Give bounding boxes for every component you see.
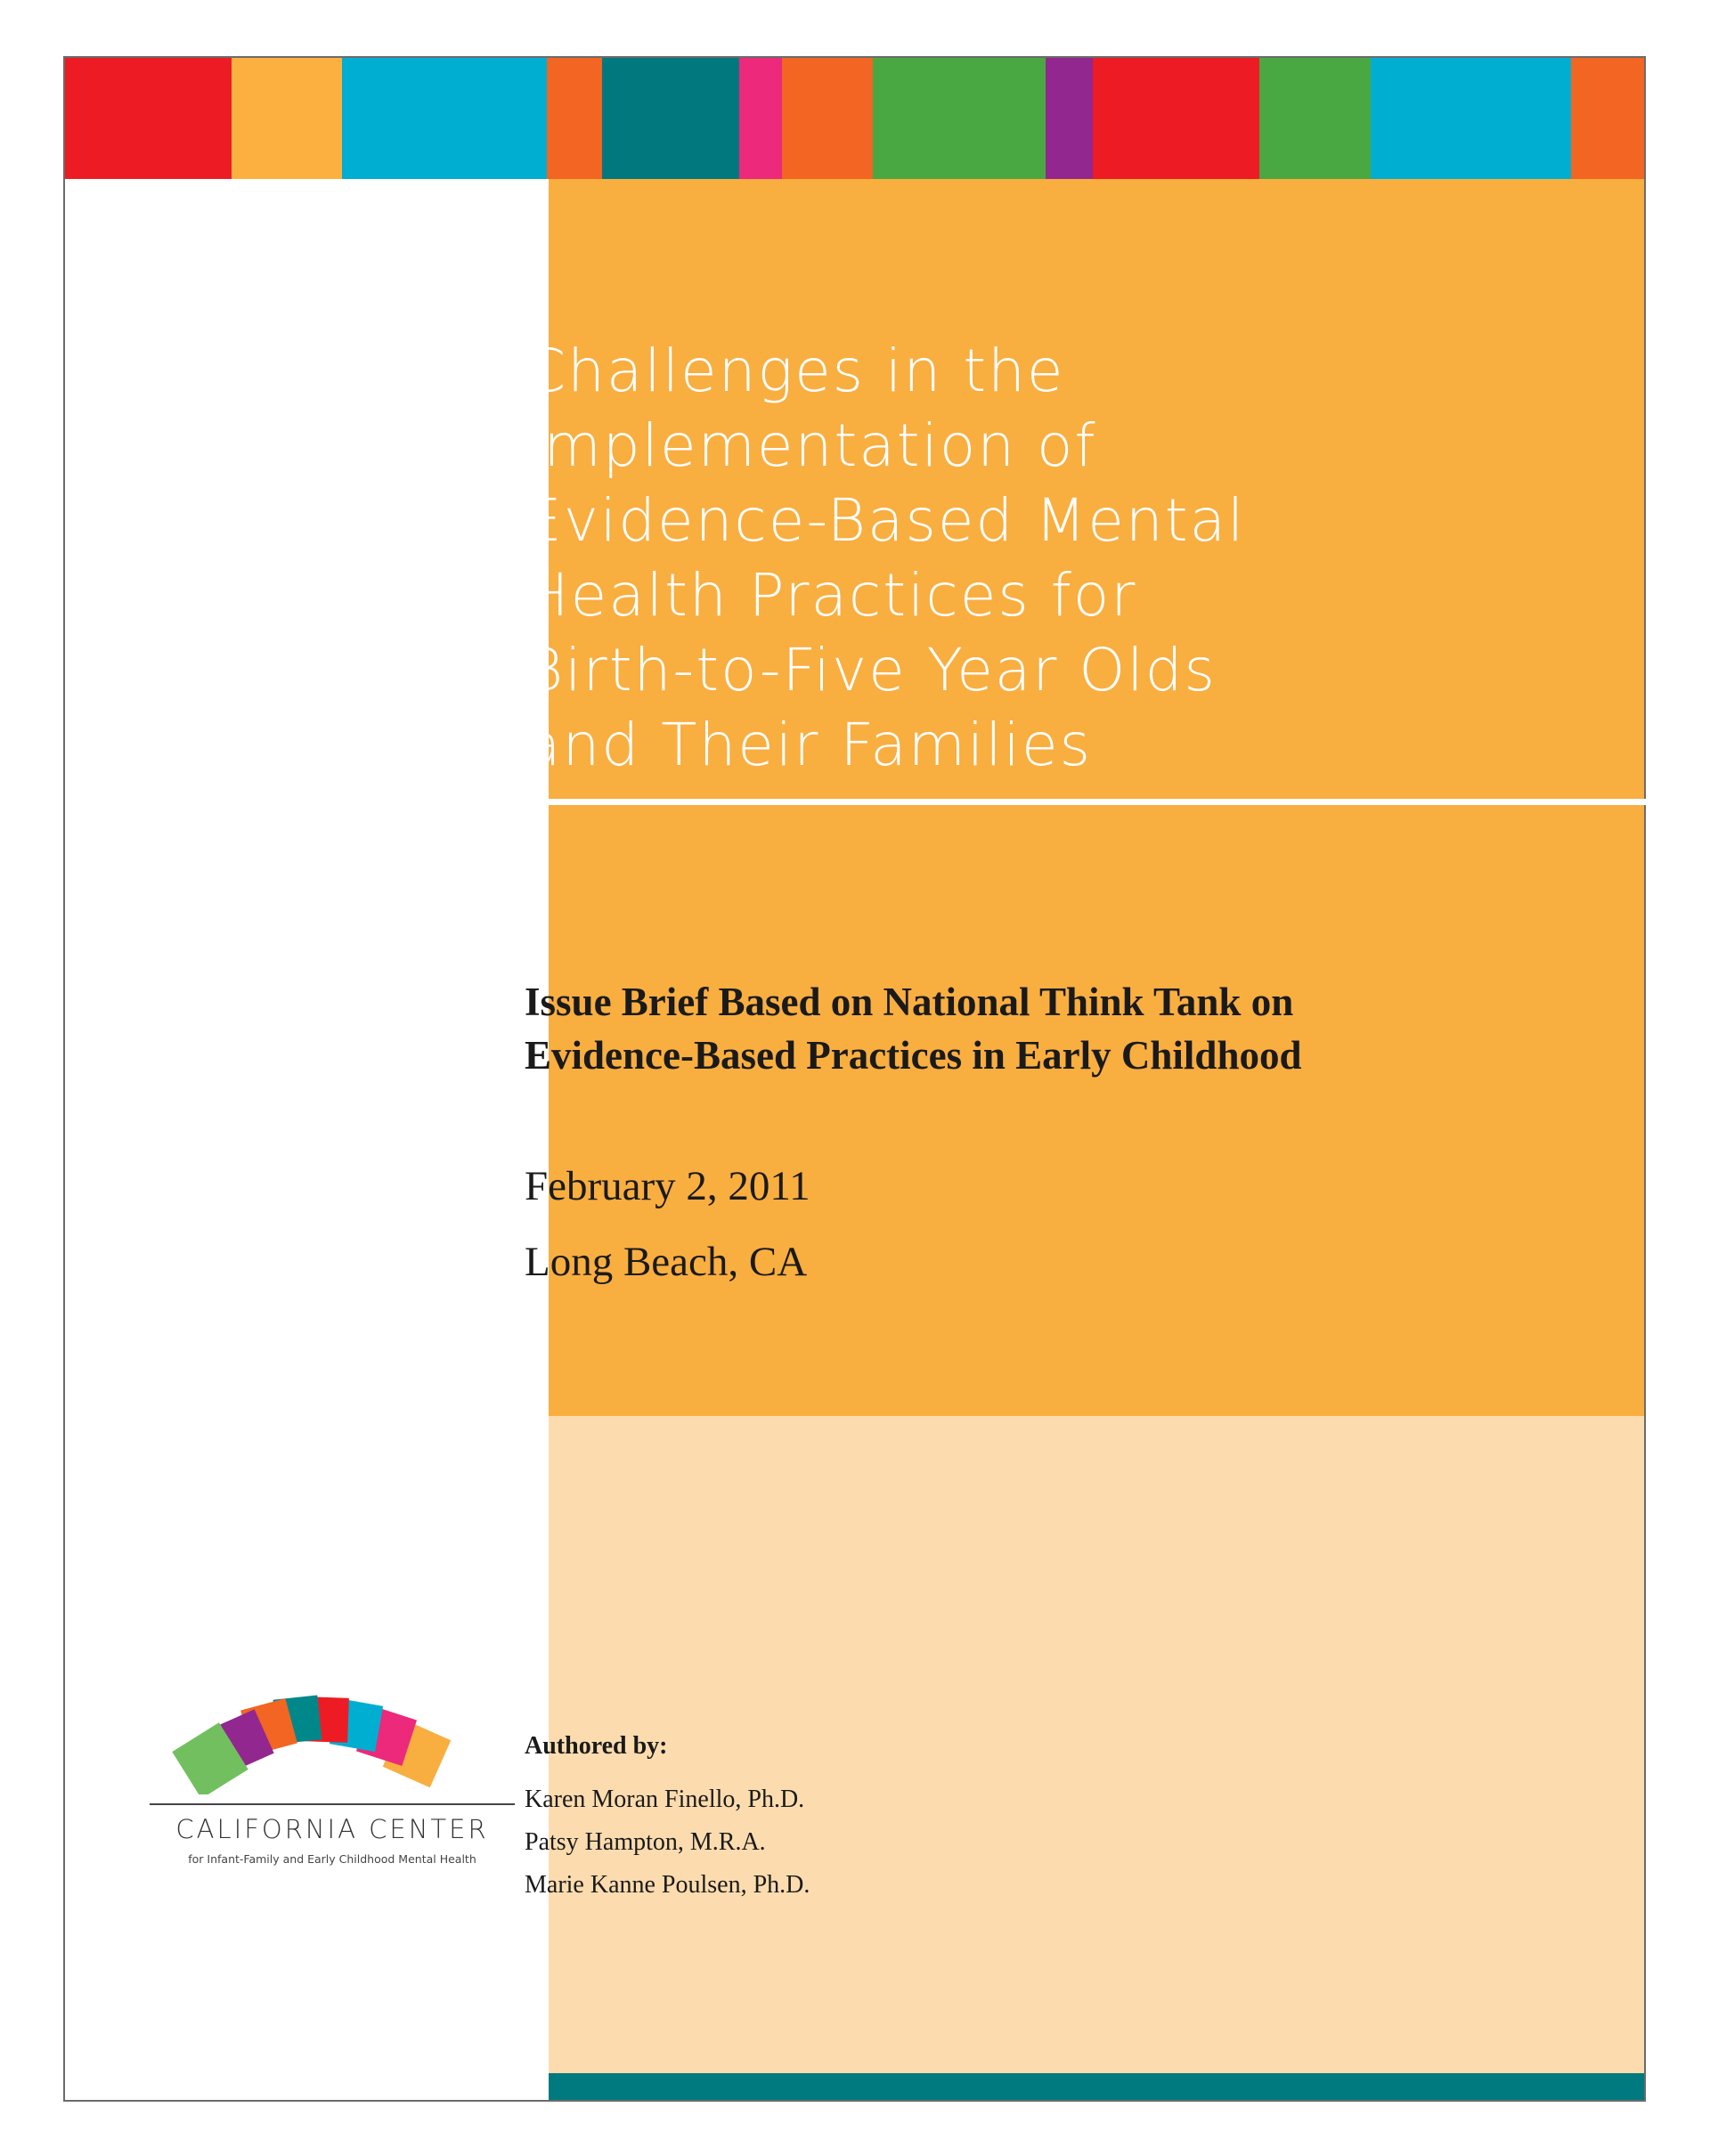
header-stripe-block: [782, 58, 873, 179]
title-line: Implementation of: [525, 411, 1097, 480]
header-stripe-block: [1571, 58, 1644, 179]
logo-arc-tiles: [150, 1661, 515, 1794]
author-name: Marie Kanne Poulsen, Ph.D.: [525, 1871, 810, 1899]
author-name: Patsy Hampton, M.R.A.: [525, 1828, 766, 1856]
title-line: Birth-to-Five Year Olds: [525, 636, 1217, 704]
header-stripe-block: [1046, 58, 1094, 179]
header-stripe-block: [602, 58, 740, 179]
author-list: [525, 1778, 810, 1907]
header-stripe-block: [232, 58, 343, 179]
logo-divider: [150, 1803, 515, 1805]
title-line: Evidence-Based Mental: [525, 486, 1246, 555]
header-stripe-block: [1259, 58, 1371, 179]
header-stripe-block: [1371, 58, 1571, 179]
footer-teal-bar: [549, 2073, 1644, 2100]
title-line: and Their Families: [525, 711, 1092, 779]
header-stripe-block: [65, 58, 232, 179]
header-stripe-block: [342, 58, 546, 179]
logo-tagline: for Infant-Family and Early Childhood Mental Health: [188, 1852, 476, 1866]
header-stripe-block: [739, 58, 782, 179]
title-divider: [525, 799, 1710, 805]
document-title: [525, 334, 1549, 783]
event-date: February 2, 2011: [525, 1163, 810, 1209]
authors-panel: [549, 1416, 1644, 2073]
authored-by-label: Authored by:: [525, 1732, 668, 1760]
title-line: Health Practices for: [525, 561, 1137, 630]
subtitle-line: Issue Brief Based on National Think Tank on: [525, 980, 1294, 1024]
document-subtitle: [525, 975, 1549, 1082]
subtitle-line: Evidence-Based Practices in Early Childhood: [525, 1033, 1302, 1078]
logo-name: CALIFORNIA CENTER: [175, 1814, 489, 1844]
california-center-logo: [150, 1661, 515, 1937]
event-location: Long Beach, CA: [525, 1239, 808, 1285]
author-name: Karen Moran Finello, Ph.D.: [525, 1786, 805, 1813]
header-stripe-block: [1093, 58, 1259, 179]
header-stripe-block: [547, 58, 602, 179]
header-stripe-block: [873, 58, 1046, 179]
title-line: Challenges in the: [525, 337, 1065, 405]
header-color-stripes: [65, 58, 1644, 179]
